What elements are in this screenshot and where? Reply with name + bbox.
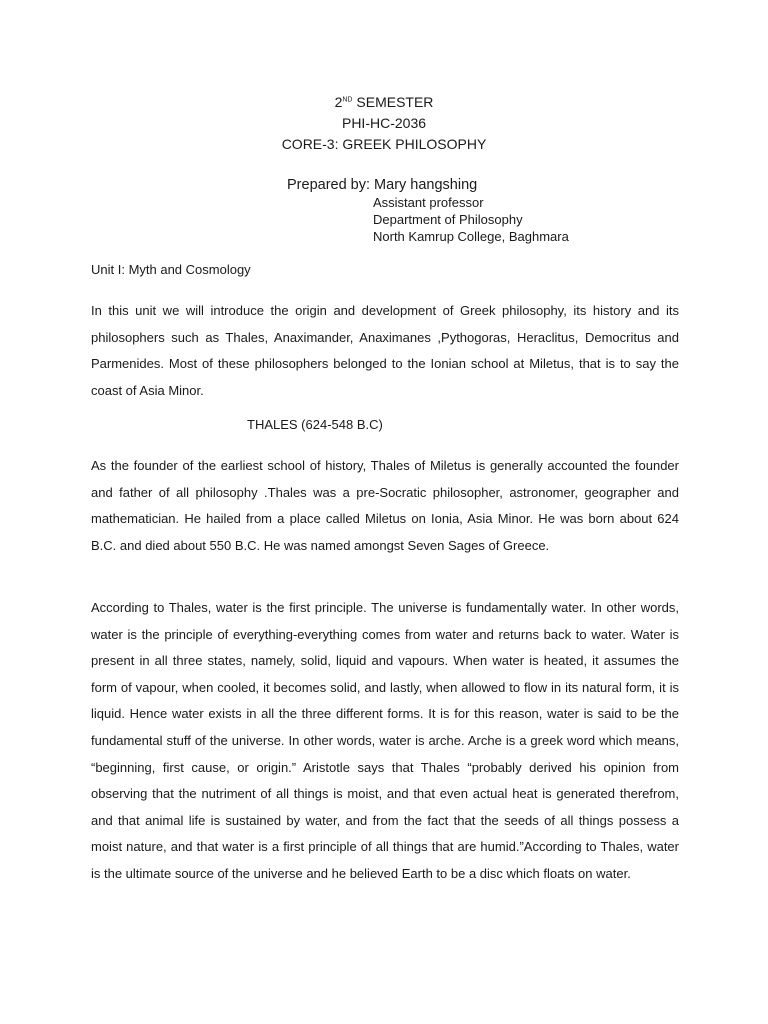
intro-paragraph: In this unit we will introduce the origin and development of Greek philosophy, its history and its philosophers such as Thales, Anaximander, Anaximanes ,Pythogoras, Heraclitus, Democritus and Parmenides. Most of these philosophers belonged to the Ionian school at Miletus, that is to say the coast of Asia Minor.: [91, 303, 679, 398]
semester-word: SEMESTER: [352, 94, 434, 110]
author-college: North Kamrup College, Baghmara: [373, 229, 569, 244]
semester-superscript: ND: [342, 96, 353, 104]
water-paragraph: According to Thales, water is the first principle. The universe is fundamentally water. In other words, water is the principle of everything-everything comes from water and returns back to water. Water is present in all three states, namely, solid, liquid and vapours. When water is heated, it assumes the form of vapour, when cooled, it becomes solid, and lastly, when allowed to flow in its natural form, it is liquid. Hence water exists in all the three different forms. It is for this reason, water is said to be the fundamental stuff of the universe. In other words, water is arche. Arche is a greek word which means, “beginning, first cause, or origin.” Aristotle says that Thales “probably derived his opinion from observing that the nutriment of all things is moist, and that even actual heat is generated therefrom, and that animal life is sustained by water, and from the fact that the seeds of all things possess a moist nature, and that water is a first principle of all things that are humid.”According to Thales, water is the ultimate source of the universe and he believed Earth to be a disc which floats on water.: [91, 600, 679, 881]
unit-heading: Unit I: Myth and Cosmology: [91, 262, 251, 277]
section-title: THALES (624-548 B.C): [247, 417, 383, 432]
semester-line: [0, 93, 768, 111]
thales-paragraph: As the founder of the earliest school of history, Thales of Miletus is generally accounted the founder and father of all philosophy .Thales was a pre-Socratic philosopher, astronomer, geographer and mathematician. He hailed from a place called Miletus on Ionia, Asia Minor. He was born about 624 B.C. and died about 550 B.C. He was named amongst Seven Sages of Greece.: [91, 458, 679, 553]
semester-number: 2: [334, 94, 343, 110]
course-title: CORE-3: GREEK PHILOSOPHY: [281, 136, 487, 152]
author-position: Assistant professor: [373, 195, 484, 210]
prepared-by: Prepared by: Mary hangshing: [287, 177, 478, 193]
author-department: Department of Philosophy: [373, 212, 523, 227]
course-code: PHI-HC-2036: [341, 115, 427, 131]
